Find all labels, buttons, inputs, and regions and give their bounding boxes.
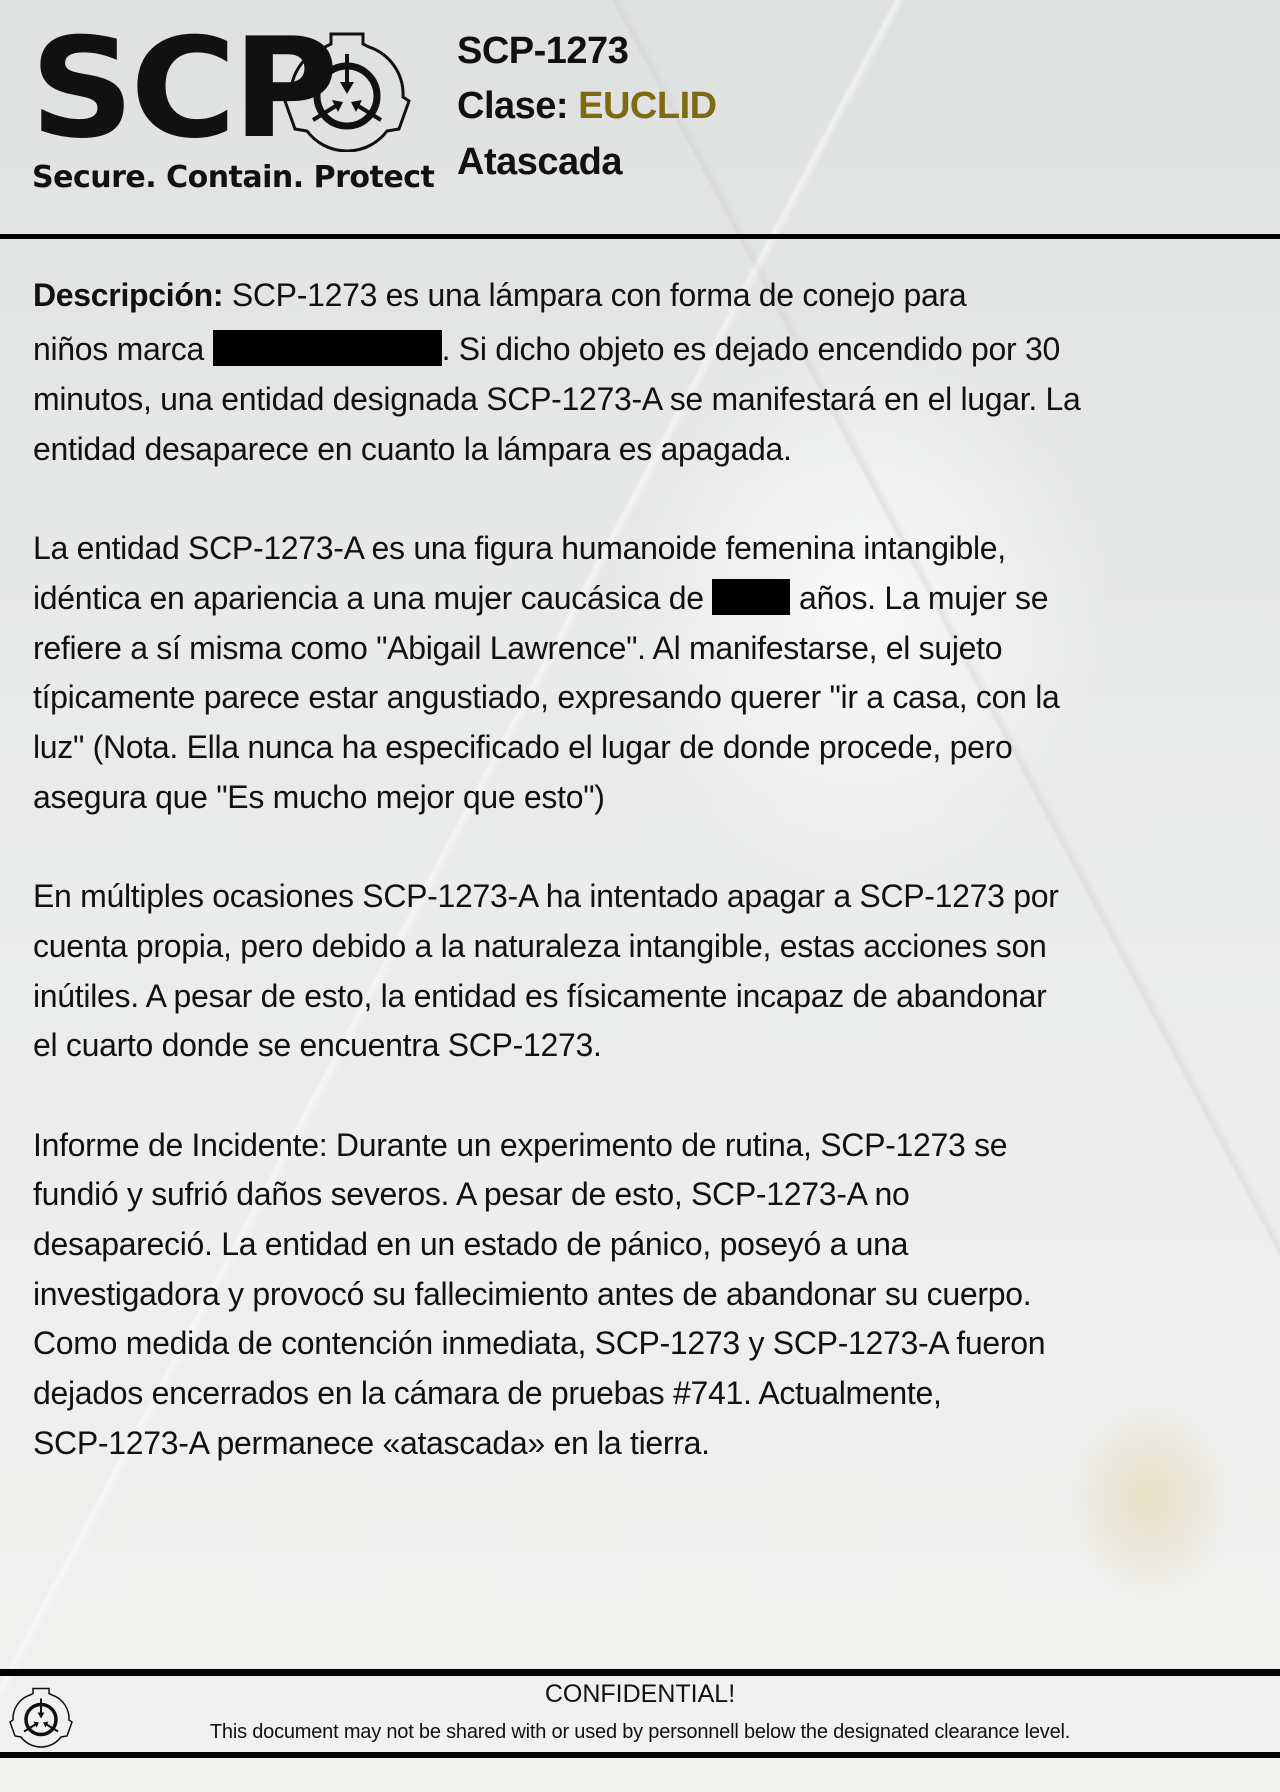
description-label: Descripción: bbox=[33, 277, 224, 313]
body-line: SCP-1273-A permanece «atascada» en la tierra. bbox=[33, 1425, 710, 1461]
body-line: dejados encerrados en la cámara de pruebas #741. Actualmente, bbox=[33, 1375, 942, 1411]
body-line: Informe de Incidente: Durante un experimento de rutina, SCP-1273 se bbox=[33, 1127, 1008, 1163]
body-line: típicamente parece estar angustiado, expresando querer "ir a casa, con la bbox=[33, 679, 1060, 715]
body-line bbox=[33, 275, 966, 315]
body-line bbox=[33, 578, 1048, 618]
status: Atascada bbox=[457, 141, 622, 183]
clearance-notice: This document may not be shared with or used by personnell below the designated clearance level. bbox=[209, 1721, 1071, 1743]
body-line: minutos, una entidad designada SCP-1273-A se manifestará en el lugar. La bbox=[33, 381, 1081, 417]
footer-divider-bottom bbox=[0, 1752, 1280, 1758]
header-divider bbox=[0, 234, 1280, 239]
body-line: fundió y sufrió daños severos. A pesar de esto, SCP-1273-A no bbox=[33, 1176, 910, 1212]
body-text: SCP-1273 es una lámpara con forma de conejo para bbox=[231, 277, 967, 313]
body-line: investigadora y provocó su fallecimiento antes de abandonar su cuerpo. bbox=[33, 1276, 1032, 1312]
body-text: niños marca bbox=[33, 331, 213, 367]
body-line: desapareció. La entidad en un estado de pánico, poseyó a una bbox=[33, 1226, 909, 1262]
body-line: asegura que "Es mucho mejor que esto") bbox=[33, 779, 605, 815]
item-number: SCP-1273 bbox=[457, 30, 629, 72]
body-line bbox=[33, 329, 1060, 369]
scp-seal-icon bbox=[283, 30, 411, 152]
scp-logo-wordmark: SCP bbox=[30, 8, 335, 169]
body-line: luz" (Nota. Ella nunca ha especificado el lugar de donde procede, pero bbox=[33, 729, 1013, 765]
body-line: entidad desaparece en cuanto la lámpara es apagada. bbox=[33, 431, 792, 467]
body-line: La entidad SCP-1273-A es una figura humanoide femenina intangible, bbox=[33, 530, 1006, 566]
class-value: EUCLID bbox=[578, 85, 717, 127]
redaction-bar bbox=[213, 330, 442, 366]
body-line: Como medida de contención inmediata, SCP-1273 y SCP-1273-A fueron bbox=[33, 1325, 1046, 1361]
confidential-heading: CONFIDENTIAL! bbox=[544, 1680, 736, 1708]
footer-divider-top bbox=[0, 1669, 1280, 1676]
body-line: el cuarto donde se encuentra SCP-1273. bbox=[33, 1027, 602, 1063]
body-text: años. La mujer se bbox=[790, 580, 1049, 616]
body-line: inútiles. A pesar de esto, la entidad es físicamente incapaz de abandonar bbox=[33, 978, 1047, 1014]
scp-tagline: Secure. Contain. Protect bbox=[32, 160, 435, 195]
body-line: En múltiples ocasiones SCP-1273-A ha intentado apagar a SCP-1273 por bbox=[33, 878, 1059, 914]
redaction-bar bbox=[712, 579, 790, 615]
class-label: Clase: bbox=[457, 85, 569, 127]
object-class bbox=[457, 83, 717, 129]
body-line: cuenta propia, pero debido a la naturaleza intangible, estas acciones son bbox=[33, 928, 1047, 964]
body-text: . Si dicho objeto es dejado encendido por 30 bbox=[441, 331, 1060, 367]
body-text: idéntica en apariencia a una mujer caucásica de bbox=[33, 580, 713, 616]
body-line: refiere a sí misma como "Abigail Lawrence". Al manifestarse, el sujeto bbox=[33, 630, 1003, 666]
